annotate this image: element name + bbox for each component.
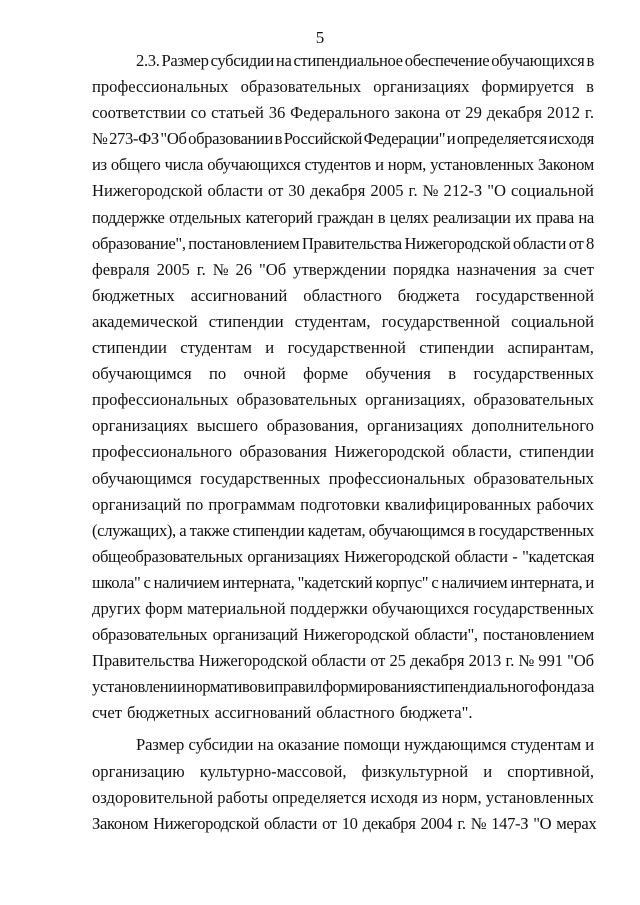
paragraph-1-line: образование", постановлением Правительства Нижегородской области от 8 [92,233,594,253]
paragraph-1-line: № 273-ФЗ "Об образовании в Российской Федерации" и определяется исходя [92,129,594,149]
paragraph-1-line: установлении нормативов и правил формирования стипендиального фонда за [92,677,594,697]
paragraph-1-line: организациях высшего образования, организациях дополнительного [92,416,594,436]
paragraph-1-line: бюджетных ассигнований областного бюджета государственной [92,285,594,305]
paragraph-1-line: профессиональных образовательных организациях формируется в [92,77,594,97]
paragraph-1-line: других форм материальной поддержки обучающихся государственных [92,598,594,618]
paragraph-1-line: обучающимся государственных профессиональных образовательных [92,468,594,488]
paragraph-1-line: академической стипендии студентам, государственной социальной [92,311,594,331]
paragraph-1-line: счет бюджетных ассигнований областного бюджета". [92,703,473,723]
paragraph-2-line: Законом Нижегородской области от 10 декабря 2004 г. № 147-З "О мерах [92,813,597,833]
paragraph-1-line: февраля 2005 г. № 26 "Об утверждении порядка назначения за счет [92,259,594,279]
paragraph-1-line: стипендии студентам и государственной стипендии аспирантам, [92,338,594,358]
paragraph-1-line: Правительства Нижегородской области от 25 декабря 2013 г. № 991 "Об [92,651,594,671]
paragraph-1-line: профессиональных образовательных организациях, образовательных [92,390,594,410]
paragraph-1-line: поддержке отдельных категорий граждан в целях реализации их права на [92,207,594,227]
paragraph-1-line: общеобразовательных организациях Нижегородской области - "кадетская [92,546,594,566]
paragraph-1-line: 2.3. Размер субсидии на стипендиальное обеспечение обучающихся в [136,51,594,70]
paragraph-2-line: Размер субсидии на оказание помощи нуждающимся студентам и [136,735,594,755]
paragraph-1-line: Нижегородской области от 30 декабря 2005 г. № 212-З "О социальной [92,181,594,201]
paragraph-1-line: образовательных организаций Нижегородской области", постановлением [92,625,594,645]
paragraph-2-line: организацию культурно-массовой, физкультурной и спортивной, [92,761,594,781]
paragraph-1-line: школа" с наличием интерната, "кадетский корпус" с наличием интерната, и [92,572,594,592]
paragraph-1-line: соответствии со статьей 36 Федерального закона от 29 декабря 2012 г. [92,103,594,123]
paragraph-1-line: организаций по программам подготовки квалифицированных рабочих [92,494,594,514]
paragraph-2-line: оздоровительной работы определяется исходя из норм, установленных [92,787,594,807]
paragraph-1-line: из общего числа обучающихся студентов и норм, установленных Законом [92,155,594,175]
document-body [92,48,597,837]
paragraph-1-line: обучающимся по очной форме обучения в государственных [92,364,594,384]
paragraph-1-line: (служащих), а также стипендии кадетам, обучающимся в государственных [92,520,594,540]
page-number: 5 [315,28,325,47]
paragraph-1-line: профессионального образования Нижегородской области, стипендии [92,442,594,462]
